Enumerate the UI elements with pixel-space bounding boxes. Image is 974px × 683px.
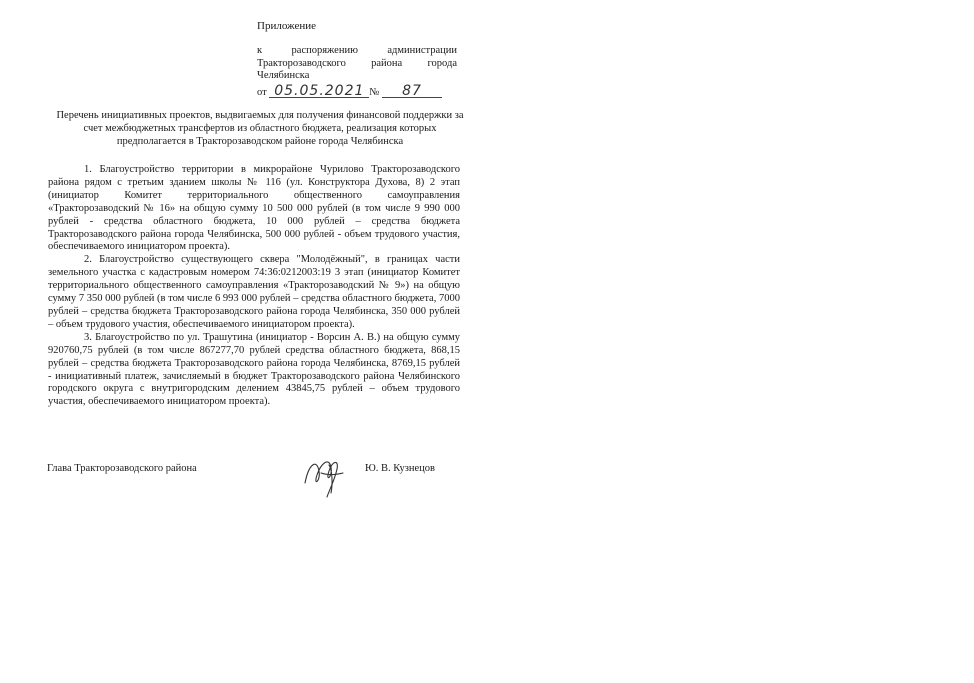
list-item: 2. Благоустройство существующего сквера "Молодёжный", в границах части земельного участка с кадастровым номером 74:36:0212003:19 3 этап (инициатор Комитет территориального общественного самоуправления «Тракторозаводский № 9») на общую сумму 7 350 000 рублей (в том числе 6 993 000 рублей – средства областного бюджета, 7000 рублей – средства бюджета Тракторозаводского района города Челябинска, 350 000 рублей – объем трудового участия, обеспечиваемого инициатором проекта).: [48, 254, 460, 330]
order-line-1: [257, 45, 457, 58]
signer-position: Глава Тракторозаводского района: [47, 463, 197, 474]
signer-name: Ю. В. Кузнецов: [365, 463, 436, 474]
appendix-label: Приложение: [257, 20, 317, 32]
document-heading: Перечень инициативных проектов, выдвигаемых для получения финансовой поддержки за счет межбюджетных трансфертов из областного бюджета, реализация которых предполагается в Тракторозаводском районе города Челябинска: [56, 110, 464, 147]
signature-block: [47, 463, 457, 503]
order-reference: [257, 45, 457, 99]
order-date-line: [257, 82, 457, 100]
order-line-2: [257, 58, 457, 71]
signature-icon: [299, 453, 351, 499]
date-prefix: от: [257, 86, 267, 98]
order-word: района: [371, 57, 403, 69]
list-item: 3. Благоустройство по ул. Трашутина (инициатор - Ворсин А. В.) на общую сумму 920760,75 рублей (в том числе 867277,70 рублей средства областного бюджета, 868,15 рублей – средства бюджета Тракторозаводского района города Челябинска, 8769,15 рублей - инициативный платеж, зачисляемый в бюджет Тракторозаводского района Челябинского городского округа с внутригородским делением 43845,75 рублей – объем трудового участия, обеспечиваемого инициатором проекта).: [48, 331, 460, 408]
handwritten-date: 05.05.2021: [269, 85, 369, 99]
order-word: к: [257, 45, 263, 56]
order-word: города: [427, 57, 457, 69]
order-word: Тракторозаводского: [257, 57, 346, 69]
order-word: администрации: [387, 45, 457, 56]
number-sign: №: [369, 86, 380, 98]
projects-list: [48, 164, 460, 409]
handwritten-number: 87: [382, 85, 442, 99]
order-line-3: Челябинска: [257, 70, 310, 81]
list-item: 1. Благоустройство территории в микрорайоне Чурилово Тракторозаводского района рядом с третьим зданием школы № 116 (ул. Конструктора Духова, 8) 2 этап (инициатор Комитет территориального общественного самоуправления «Тракторозаводский № 16» на общую сумму 10 500 000 рублей (в том числе 9 990 000 рублей - средства областного бюджета, 10 000 рублей – средства бюджета Тракторозаводского района города Челябинска, 500 000 рублей - объем трудового участия, обеспечиваемого инициатором проекта).: [48, 164, 460, 253]
order-word: распоряжению: [291, 45, 358, 56]
